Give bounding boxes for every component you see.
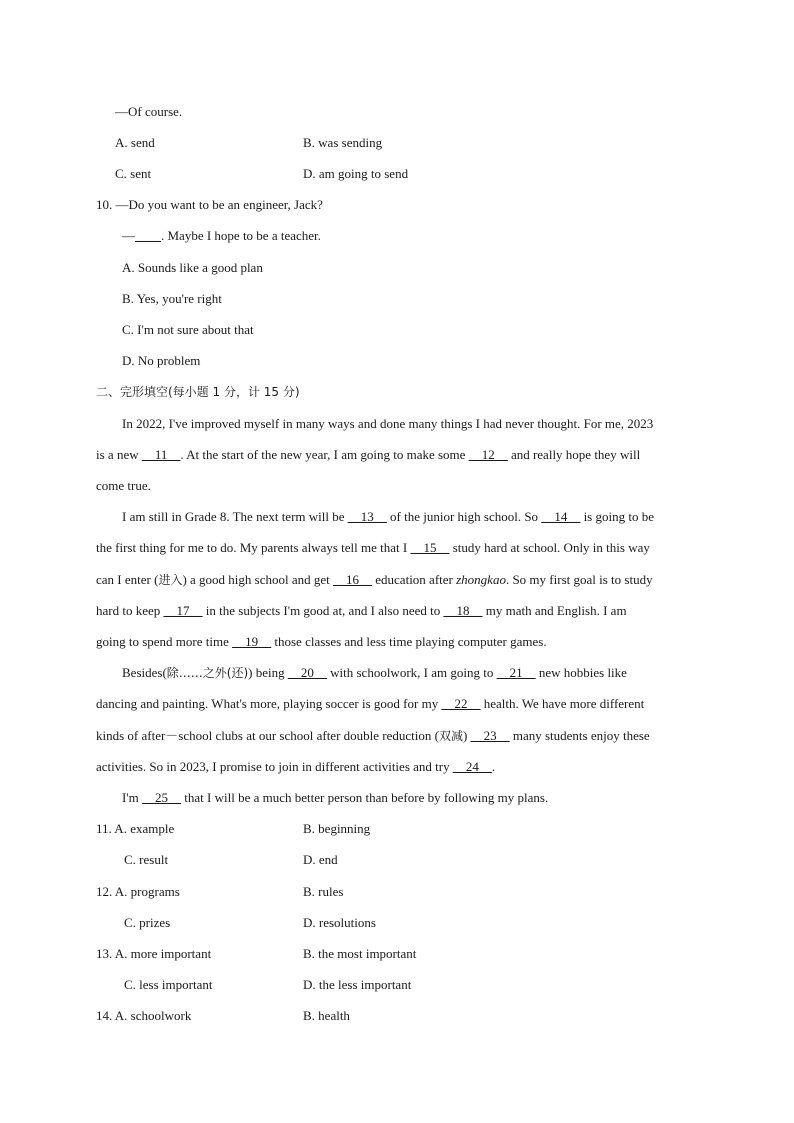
blank-16: __16__	[333, 572, 373, 587]
text-run: Besides(	[122, 665, 167, 680]
passage-p1-line2	[96, 447, 640, 463]
text-run: of the junior high school. So	[386, 509, 542, 524]
q10-option-b: B. Yes, you're right	[122, 291, 222, 306]
text-run: my math and English. I am	[482, 603, 627, 618]
q9-option-d: D. am going to send	[303, 166, 409, 181]
text-run: that I will be a much better person than before by following my plans.	[181, 790, 549, 805]
passage-p2-line1	[122, 509, 654, 525]
q10-option-a: A. Sounds like a good plan	[122, 260, 263, 275]
q10-question: 10. —Do you want to be an engineer, Jack?	[96, 197, 323, 212]
text-run: is a new	[96, 447, 142, 462]
text-run: going to spend more time	[96, 634, 233, 649]
text-run: can I enter (	[96, 572, 159, 587]
q12-option-d: D. resolutions	[303, 915, 376, 930]
q10-option-c: C. I'm not sure about that	[122, 322, 254, 337]
q11-option-b: B. beginning	[303, 821, 371, 836]
section-heading: 二、完形填空(每小题 1 分，计 15 分)	[96, 385, 300, 399]
blank-24: __24__	[452, 759, 492, 774]
blank-13: __13__	[347, 509, 387, 524]
passage-p3-line3	[96, 728, 650, 744]
q9-option-a: A. send	[115, 135, 155, 150]
text-run: I am still in Grade 8. The next term will be	[122, 509, 348, 524]
q9-answer-line: —Of course.	[115, 104, 183, 119]
passage-p1-line1: In 2022, I've improved myself in many ways and done many things I had never thought. For me, 2023	[122, 416, 654, 431]
text-run: study hard at school. Only in this way	[449, 540, 650, 555]
text-run: .	[491, 759, 496, 774]
blank-22: __22__	[441, 696, 481, 711]
q10-answer-rest: . Maybe I hope to be a teacher.	[161, 228, 321, 243]
q13-option-d: D. the less important	[303, 977, 412, 992]
q10-option-d: D. No problem	[122, 353, 201, 368]
passage-p2-line3	[96, 572, 653, 588]
text-run: education after	[372, 572, 457, 587]
q11-option-a: 11. A. example	[96, 821, 175, 836]
q10-dash: —	[122, 228, 135, 243]
passage-p4-line1	[122, 790, 548, 806]
q14-option-a: 14. A. schoolwork	[96, 1008, 192, 1023]
q12-option-b: B. rules	[303, 884, 344, 899]
blank-25: __25__	[142, 790, 182, 805]
passage-p2-line5	[96, 634, 547, 650]
gloss-cjk: 双减	[438, 729, 463, 743]
q11-option-d: D. end	[303, 852, 338, 867]
q12-option-a: 12. A. programs	[96, 884, 180, 899]
gloss-cjk: 进入	[158, 573, 183, 587]
q9-option-c: C. sent	[115, 166, 152, 181]
passage-p1-line3: come true.	[96, 478, 151, 493]
q14-option-b: B. health	[303, 1008, 350, 1023]
passage-p2-line4	[96, 603, 627, 619]
text-run: hard to keep	[96, 603, 164, 618]
blank-12: __12__	[468, 447, 508, 462]
text-run: ) being	[248, 665, 288, 680]
text-run: health. We have more different	[480, 696, 645, 711]
text-run: and really hope they will	[507, 447, 641, 462]
blank-20: __20__	[287, 665, 327, 680]
blank-15: __15__	[410, 540, 450, 555]
text-run: activities. So in 2023, I promise to join in different activities and try	[96, 759, 453, 774]
text-run: I'm	[122, 790, 143, 805]
text-run: )	[462, 728, 471, 743]
text-run: . At the start of the new year, I am going to make some	[180, 447, 469, 462]
q13-option-a: 13. A. more important	[96, 946, 212, 961]
passage-p3-line4	[96, 759, 495, 775]
text-run: ) a good high school and get	[182, 572, 334, 587]
blank-19: __19__	[232, 634, 272, 649]
text-run: in the subjects I'm good at, and I also need to	[202, 603, 444, 618]
blank-21: __21__	[496, 665, 536, 680]
text-run: new hobbies like	[535, 665, 627, 680]
text-run: many students enjoy these	[509, 728, 650, 743]
text-run: kinds of after－school clubs at our school after double reduction (	[96, 728, 439, 743]
q11-option-c: C. result	[124, 852, 169, 867]
blank-11: __11__	[141, 447, 181, 462]
text-run: those classes and less time playing computer games.	[271, 634, 547, 649]
text-run: . So my first goal is to study	[505, 572, 653, 587]
blank-17: __17__	[163, 603, 203, 618]
q12-option-c: C. prizes	[124, 915, 171, 930]
text-run: the first thing for me to do. My parents always tell me that I	[96, 540, 411, 555]
q10-blank: ____	[135, 228, 161, 243]
q13-option-b: B. the most important	[303, 946, 417, 961]
text-run: is going to be	[580, 509, 654, 524]
passage-p2-line2	[96, 540, 650, 556]
text-run: dancing and painting. What's more, playing soccer is good for my	[96, 696, 442, 711]
blank-23: __23__	[470, 728, 510, 743]
q9-option-b: B. was sending	[303, 135, 383, 150]
passage-p3-line1	[122, 665, 627, 681]
blank-14: __14__	[541, 509, 581, 524]
q10-answer-line	[122, 228, 321, 244]
passage-p3-line2	[96, 696, 644, 712]
italic-term: zhongkao	[456, 572, 506, 587]
blank-18: __18__	[443, 603, 483, 618]
text-run: with schoolwork, I am going to	[326, 665, 497, 680]
q13-option-c: C. less important	[124, 977, 213, 992]
gloss-cjk: 除……之外(还)	[166, 666, 249, 680]
